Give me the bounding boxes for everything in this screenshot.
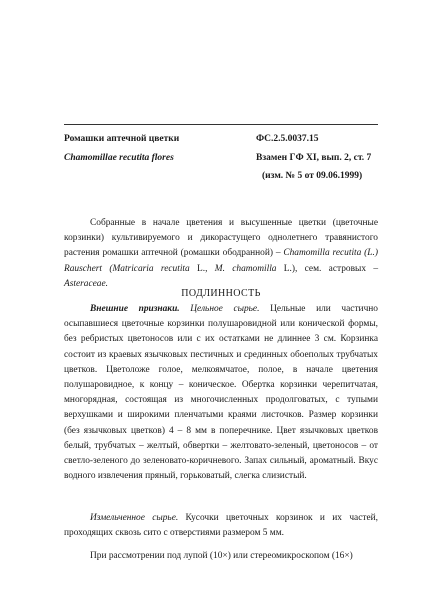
intro-paragraph: [64, 216, 378, 292]
intro-latin-3: Asteraceae.: [64, 278, 108, 289]
magnifier-paragraph: [64, 549, 378, 564]
intro-text-3: L.), сем. астровых –: [276, 263, 379, 274]
monograph-title: Ромашки аптечной цветки: [64, 134, 180, 144]
monograph-latin-title: Chamomillae recutita flores: [64, 153, 174, 163]
crushed-raw-text: Кусочки цветочных корзинок и их частей, проходящих сквозь сито с отверстиями размером 5 мм.: [64, 513, 378, 539]
intro-latin-1: Chamomilla recutita (L.) Rauschert (Matricaria recutita: [64, 248, 378, 274]
external-signs-text: Цельные или частично осыпавшиеся цветочные корзинки полушаровидной или конической формы, без ребристых цветоносов или с их остатками не длиннее 3 см. Корзинка состоит из краевых язычковых пестичных и срединных обоеполых трубчатых цветков. Цветоложе голое, мелкоямчатое, полое, в начале цветения полушаровидное, к концу – коническое. Обертка корзинки черепитчатая, многорядная, состоящая из многочисленных продолговатых, с тупыми верхушками и широкими пленчатыми краями листочков. Размер корзинки (без язычковых цветков) 4 – 8 мм в поперечнике. Цвет язычковых цветков белый, трубчатых – желтый, обвертки – желтовато-зеленый, цветоносов – от светло-зеленого до зеленовато-коричневого. Запах сильный, ароматный. Вкус водного извлечения пряный, горьковатый, слегка слизистый.: [64, 304, 378, 482]
intro-latin-2: M. chamomilla: [214, 263, 277, 274]
crushed-raw-paragraph: [64, 511, 378, 541]
section-title: ПОДЛИННОСТЬ: [181, 288, 261, 299]
crushed-raw-label: Измельченное сырье.: [90, 513, 179, 523]
intro-text-1: Собранные в начале цветения и высушенные цветки (цветочные корзинки) культивируемого и дикорастущего однолетнего травянистого растения ромашки аптечной (ромашки ободранной) –: [64, 218, 378, 259]
magnifier-text: При рассмотрении под лупой (10×) или стереомикроскопом (16×): [90, 551, 353, 561]
whole-raw-label: Цельное сырье.: [190, 304, 260, 314]
external-signs-paragraph: [64, 302, 378, 484]
top-rule: [64, 124, 378, 125]
external-signs-label: Внешние признаки.: [90, 304, 180, 314]
intro-text-2: L.,: [189, 263, 215, 274]
monograph-code: ФС.2.5.0037.15: [256, 134, 319, 144]
replacement-note: Взамен ГФ XI, вып. 2, ст. 7: [256, 153, 372, 163]
amendment-note: (изм. № 5 от 09.06.1999): [262, 171, 363, 181]
